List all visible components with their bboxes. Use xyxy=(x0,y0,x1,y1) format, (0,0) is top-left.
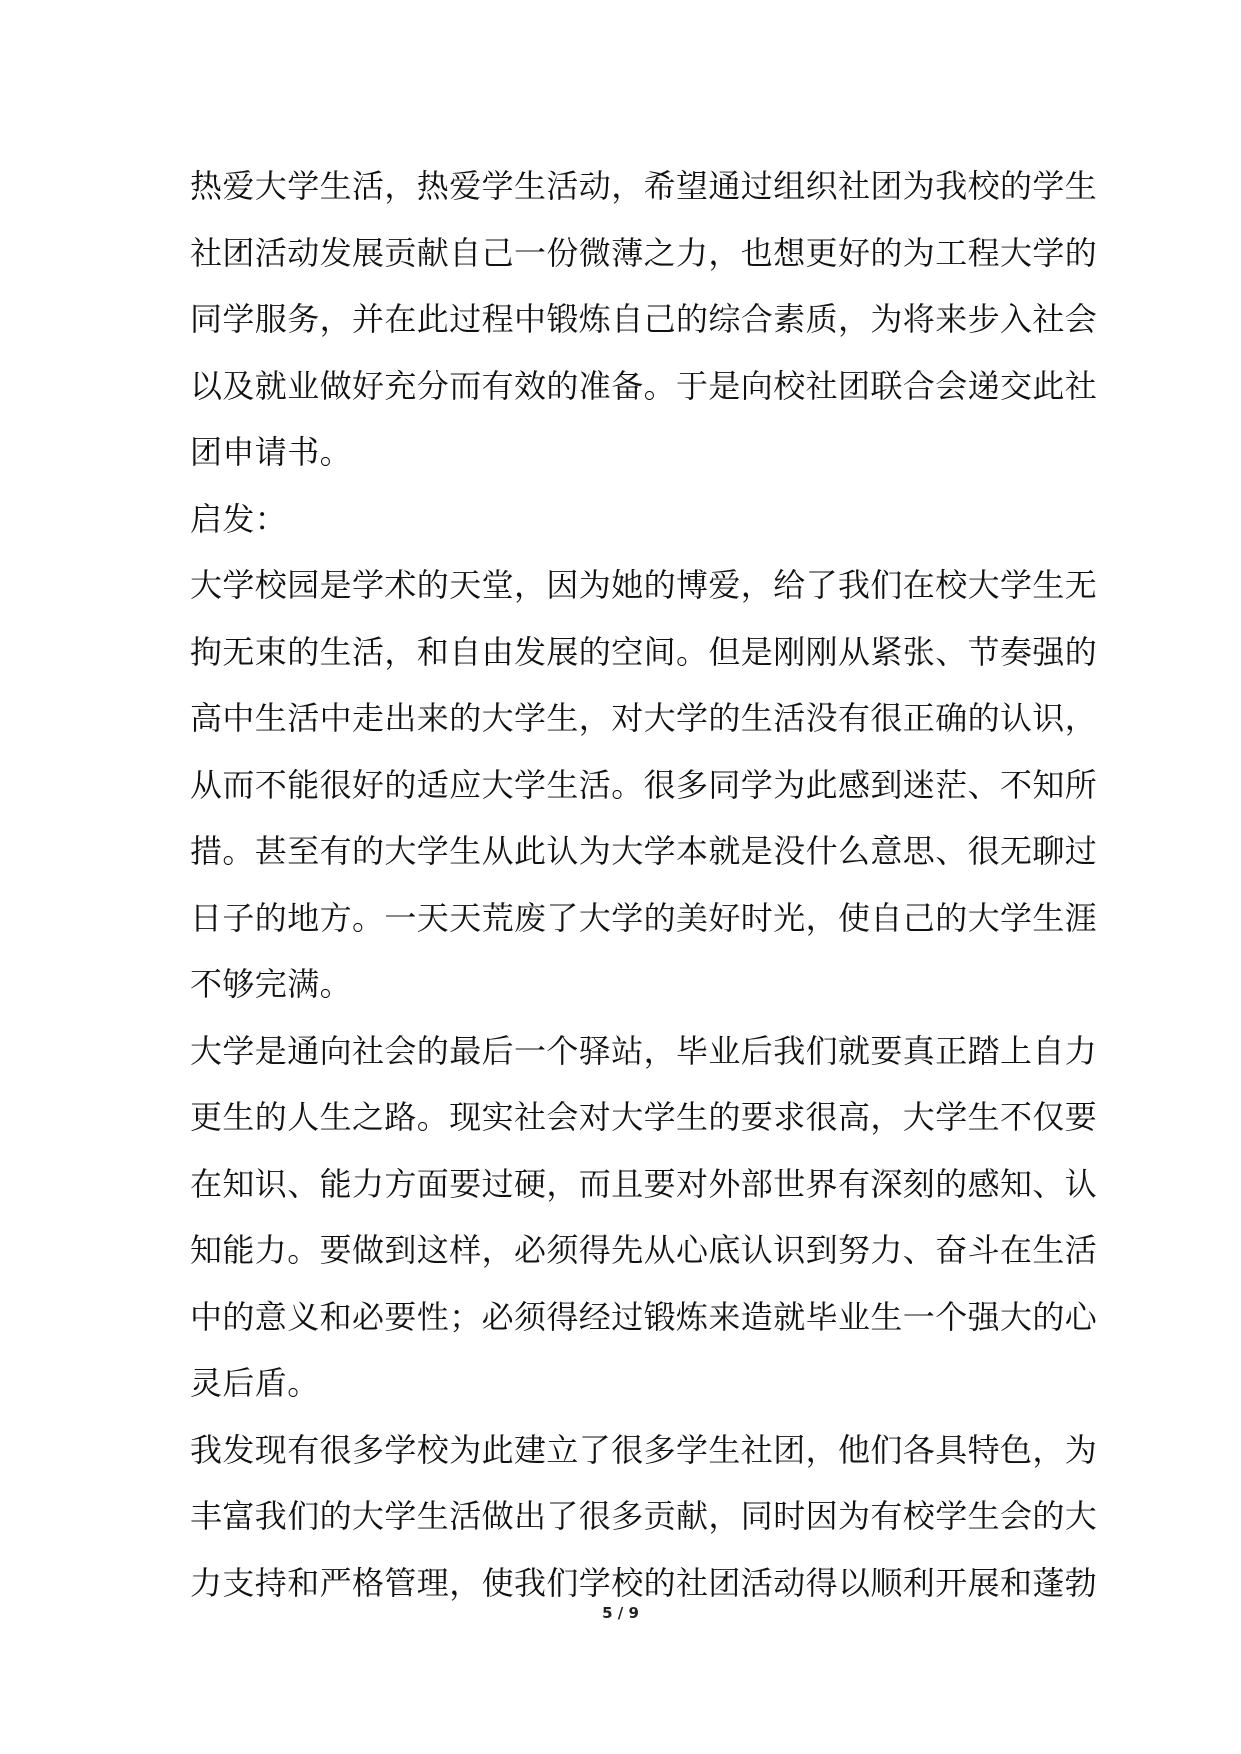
text-line: 我发现有很多学校为此建立了很多学生社团，他们各具特色，为 xyxy=(190,1430,1098,1469)
text-line: 同学服务，并在此过程中锻炼自己的综合素质，为将来步入社会 xyxy=(190,300,1098,338)
text-line: 在知识、能力方面要过硬，而且要对外部世界有深刻的感知、认 xyxy=(190,1164,1098,1203)
text-line: 丰富我们的大学生活做出了很多贡献，同时因为有校学生会的大 xyxy=(190,1497,1098,1535)
text-line: 中的意义和必要性；必须得经过锻炼来造就毕业生一个强大的心 xyxy=(190,1297,1098,1336)
text-line: 从而不能很好的适应大学生活。很多同学为此感到迷茫、不知所 xyxy=(190,765,1098,804)
text-line: 大学是通向社会的最后一个驿站，毕业后我们就要真正踏上自力 xyxy=(190,1031,1098,1070)
section-heading: 启发： xyxy=(190,499,288,538)
text-line: 热爱大学生活，热爱学生活动，希望通过组织社团为我校的学生 xyxy=(190,167,1098,205)
page-number: 5 / 9 xyxy=(602,1604,639,1622)
text-line: 措。甚至有的大学生从此认为大学本就是没什么意思、很无聊过 xyxy=(190,832,1098,870)
text-line: 拘无束的生活，和自由发展的空间。但是刚刚从紧张、节奏强的 xyxy=(190,632,1098,671)
text-line: 团申请书。 xyxy=(190,433,353,471)
text-line: 以及就业做好充分而有效的准备。于是向校社团联合会递交此社 xyxy=(190,366,1098,405)
text-line: 大学校园是学术的天堂，因为她的博爱，给了我们在校大学生无 xyxy=(190,566,1098,604)
text-line: 灵后盾。 xyxy=(190,1364,320,1402)
text-line: 力支持和严格管理，使我们学校的社团活动得以顺利开展和蓬勃 xyxy=(190,1563,1098,1602)
text-line: 更生的人生之路。现实社会对大学生的要求很高，大学生不仅要 xyxy=(190,1098,1098,1136)
body-text xyxy=(190,153,1098,1616)
text-line: 社团活动发展贡献自己一份微薄之力，也想更好的为工程大学的 xyxy=(190,233,1098,272)
text-line: 知能力。要做到这样，必须得先从心底认识到努力、奋斗在生活 xyxy=(190,1231,1098,1269)
text-line: 不够完满。 xyxy=(190,965,353,1003)
text-line: 日子的地方。一天天荒废了大学的美好时光，使自己的大学生涯 xyxy=(190,898,1098,937)
text-line: 高中生活中走出来的大学生，对大学的生活没有很正确的认识， xyxy=(190,699,1098,737)
